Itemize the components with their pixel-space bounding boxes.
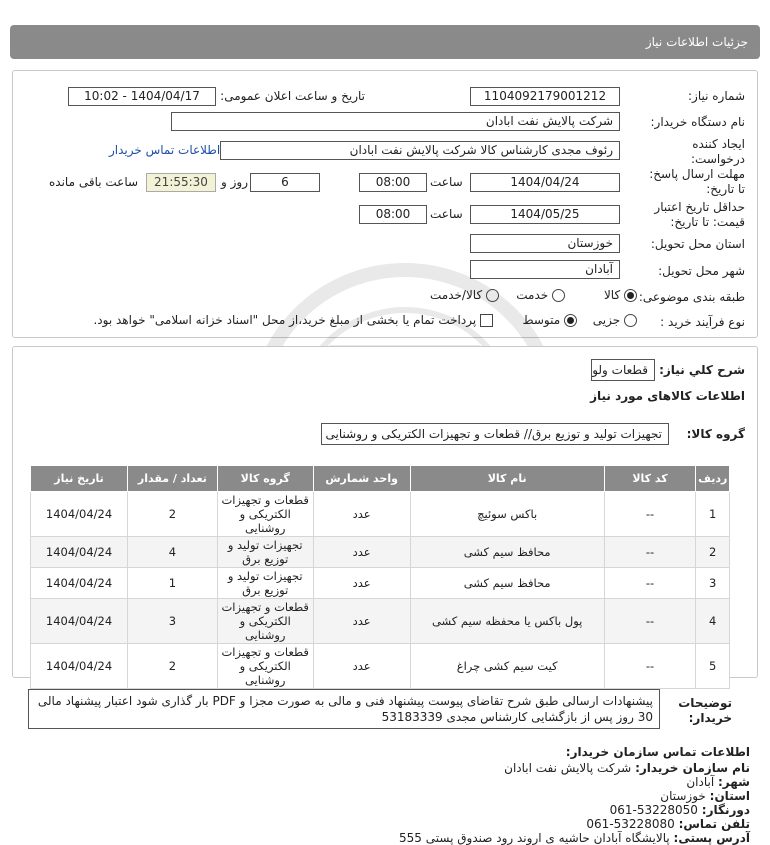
creator-field: رئوف مجدی کارشناس کالا شرکت پالایش نفت ابادان [220,141,620,160]
table-row [31,644,730,689]
goods-group-field: تجهیزات تولید و توزیع برق// قطعات و تجهیزات الکتریکی و روشنایی [321,423,669,445]
payment-checkbox[interactable] [480,314,493,327]
col-qty: تعداد / مقدار [128,466,218,492]
province-field: خوزستان [470,234,620,253]
process-option-minor-label: جزیی [592,313,621,327]
table-row [31,537,730,568]
table-row [31,568,730,599]
reply-deadline-label [649,167,745,197]
row-unit: عدد [313,568,410,599]
row-group: قطعات و تجهیزات الکتریکی و روشنایی [217,492,313,537]
row-group: قطعات و تجهیزات الکتریکی و روشنایی [217,599,313,644]
row-date: 1404/04/24 [31,537,128,568]
col-name: نام کالا [410,466,604,492]
remaining-time-field: 21:55:30 [146,173,216,192]
notes-label [678,696,732,726]
notes-label-line1: توضیحات [678,696,732,710]
row-name: محافظ سیم کشی [410,568,604,599]
row-code: -- [604,599,696,644]
reply-deadline-label-line2: تا تاریخ: [706,182,745,196]
contact-fax-label: دورنگار: [701,803,750,817]
price-validity-label [654,200,745,230]
col-idx: ردیف [696,466,730,492]
price-validity-label-line2: قیمت: تا تاریخ: [670,215,745,229]
process-option-minor[interactable] [593,313,637,327]
contact-phone-value: 53228080-061 [586,817,675,831]
row-code: -- [604,492,696,537]
row-name: کیت سیم کشی چراغ [410,644,604,689]
col-date: تاریخ نیاز [31,466,128,492]
contact-org-label: نام سازمان خریدار: [635,761,750,775]
contact-province-value: خوزستان [660,789,706,803]
contact-org-value: شرکت پالایش نفت ابادان [504,761,632,775]
request-info-panel [12,70,758,338]
row-date: 1404/04/24 [31,492,128,537]
items-table-header [31,466,730,492]
col-unit: واحد شمارش [313,466,410,492]
row-unit: عدد [313,537,410,568]
goods-group-label: گروه کالا: [686,427,745,441]
contact-city-row [686,775,750,789]
reply-deadline-time-field: 08:00 [359,173,427,192]
price-validity-label-line1: حداقل تاریخ اعتبار [654,200,745,214]
row-qty: 4 [128,537,218,568]
reply-deadline-date-field: 1404/04/24 [470,173,620,192]
contact-address-label: آدرس پستی: [673,831,750,845]
category-radio-both[interactable] [486,289,499,302]
buyer-org-label: نام دستگاه خریدار: [650,115,745,129]
row-idx: 2 [696,537,730,568]
row-code: -- [604,644,696,689]
contact-org-row [504,761,750,775]
city-field: آبادان [470,260,620,279]
contact-city-label: شهر: [718,775,750,789]
row-name: باکس سوئیچ [410,492,604,537]
items-table [30,465,730,689]
category-option-service-label: خدمت [516,288,549,302]
need-number-label: شماره نیاز: [688,89,745,103]
row-name: پول باکس یا محفظه سیم کشی [410,599,604,644]
province-label: استان محل تحویل: [650,237,745,251]
reply-deadline-label-line1: مهلت ارسال پاسخ: [649,167,745,181]
row-idx: 5 [696,644,730,689]
row-idx: 3 [696,568,730,599]
table-row [31,492,730,537]
row-code: -- [604,568,696,599]
creator-label-line1: ایجاد کننده [692,137,745,151]
payment-option[interactable] [93,313,493,327]
row-code: -- [604,537,696,568]
category-label: طبقه بندی موضوعی: [638,290,745,304]
row-qty: 2 [128,644,218,689]
reply-time-label: ساعت [430,175,463,189]
row-qty: 3 [128,599,218,644]
summary-label: شرح کلي نياز: [659,363,745,377]
notes-field: پیشنهادات ارسالی طبق شرح تقاضای پیوست پیشنهاد فنی و مالی به صورت مجزا و PDF بار گذاری شود اعتبار پیشنهاد مالی 30 روز پس از بازگشایی کارشناس مجدی 53183339 [28,689,660,729]
reply-days-field: 6 [250,173,320,192]
row-group: قطعات و تجهیزات الکتریکی و روشنایی [217,644,313,689]
row-name: محافظ سیم کشی [410,537,604,568]
contact-title: اطلاعات تماس سازمان خریدار: [565,745,750,759]
reply-days-label: روز و [221,175,248,189]
row-unit: عدد [313,492,410,537]
announce-date-label: تاریخ و ساعت اعلان عمومی: [220,89,365,103]
process-option-medium-label: متوسط [522,313,561,327]
summary-field: قطعات ولو [591,359,655,381]
row-qty: 2 [128,492,218,537]
creator-label [691,137,745,167]
row-date: 1404/04/24 [31,568,128,599]
row-idx: 1 [696,492,730,537]
need-number-field: 1104092179001212 [470,87,620,106]
price-validity-time-field: 08:00 [359,205,427,224]
contact-province-label: استان: [709,789,750,803]
row-unit: عدد [313,599,410,644]
city-label: شهر محل تحویل: [658,264,745,278]
page-title: جزئیات اطلاعات نیاز [645,35,748,49]
contact-address-row [399,831,750,845]
col-code: کد کالا [604,466,696,492]
process-radio-medium[interactable] [564,314,577,327]
category-option-service[interactable] [516,288,565,302]
price-validity-date-field: 1404/05/25 [470,205,620,224]
row-unit: عدد [313,644,410,689]
process-option-medium[interactable] [522,313,577,327]
process-label: نوع فرآیند خرید : [660,315,745,329]
payment-note: پرداخت تمام یا بخشی از مبلغ خرید،از محل "اسناد خزانه اسلامی" خواهد بود. [93,313,477,327]
table-row [31,599,730,644]
price-validity-time-label: ساعت [430,207,463,221]
category-radio-service[interactable] [552,289,565,302]
notes-label-line2: خریدار: [688,711,732,725]
buyer-contact-link[interactable]: اطلاعات تماس خریدار [109,143,221,157]
contact-province-row [660,789,750,803]
row-date: 1404/04/24 [31,644,128,689]
contact-address-value: پالایشگاه آبادان حاشیه ی اروند رود صندوق پستی 555 [399,831,670,845]
category-radio-goods[interactable] [624,289,637,302]
contact-phone-label: تلفن تماس: [678,817,750,831]
row-group: تجهیزات تولید و توزیع برق [217,537,313,568]
announce-date-field: 1404/04/17 - 10:02 [68,87,216,106]
buyer-org-field: شرکت پالایش نفت ابادان [171,112,620,131]
contact-fax-value: 53228050-061 [609,803,698,817]
category-option-goods[interactable] [604,288,637,302]
row-qty: 1 [128,568,218,599]
page-header [10,25,760,59]
category-option-both-label: کالا/خدمت [429,288,483,302]
category-option-goods-label: کالا [603,288,621,302]
goods-section-title: اطلاعات کالاهای مورد نیاز [590,389,745,403]
creator-label-line2: درخواست: [691,152,745,166]
row-idx: 4 [696,599,730,644]
contact-fax-row [610,803,750,817]
remaining-time-label: ساعت باقی مانده [49,175,139,189]
row-date: 1404/04/24 [31,599,128,644]
contact-city-value: آبادان [686,775,715,789]
contact-phone-row [586,817,750,831]
category-option-both[interactable] [430,288,499,302]
row-group: تجهیزات تولید و توزیع برق [217,568,313,599]
col-group: گروه کالا [217,466,313,492]
process-radio-minor[interactable] [624,314,637,327]
